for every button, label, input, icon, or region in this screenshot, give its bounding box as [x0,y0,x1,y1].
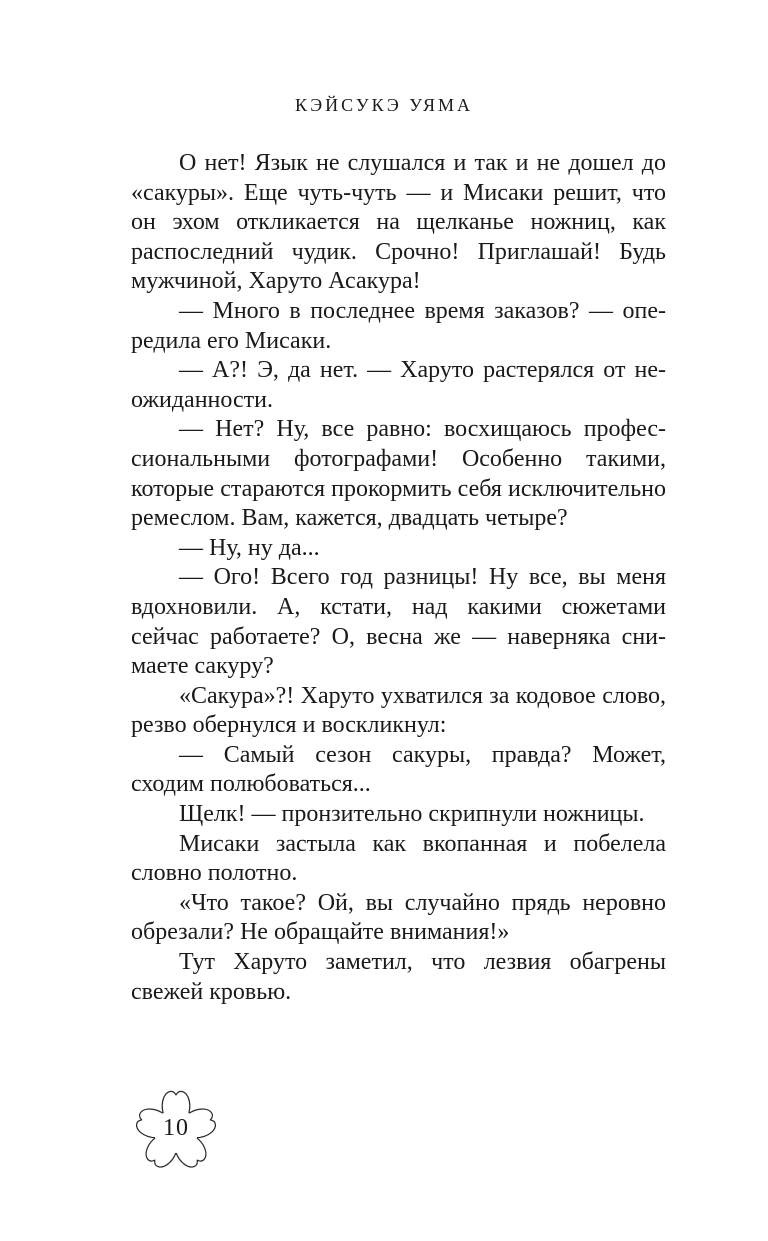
paragraph: — Ну, ну да... [179,534,320,561]
body-text [131,149,666,1007]
paragraph: Мисаки застыла как вкопанная и побелела словно полотно. [131,830,666,887]
paragraph: «Сакура»?! Харуто ухватился за кодовое слово, резво обернулся и воскликнул: [131,682,666,739]
paragraph: — Нет? Ну, все равно: восхищаюсь профессиональными фотографами! Особенно такими, которые стараются прокормить себя исключительно ремеслом. Вам, кажется, двадцать четыре? [131,416,666,532]
page-number: 10 [163,1115,189,1141]
running-title: КЭЙСУКЭ УЯМА [295,95,473,115]
page-number-badge [128,1083,224,1179]
paragraph: О нет! Язык не слушался и так и не дошел до «сакуры». Еще чуть-чуть — и Мисаки решит, что он эхом откликается на щелканье ножниц, как распоследний чудик. Срочно! Приглашай! Будь мужчиной, Харуто Асакура! [131,150,666,295]
paragraph: Щелк! — пронзительно скрипнули ножницы. [179,801,645,828]
paragraph: Тут Харуто заметил, что лезвия обагрены свежей кровью. [131,949,666,1005]
paragraph: — Ого! Всего год разницы! Ну все, вы меня вдохновили. А, кстати, над какими сюжетами сейчас работаете? О, весна же — наверняка снимаете сакуру? [131,564,666,680]
paragraph: «Что такое? Ой, вы случайно прядь неровно обрезали? Не обращайте внимания!» [131,889,666,946]
paragraph: — Много в последнее время заказов? — опередила его Мисаки. [131,297,666,354]
paragraph: — Самый сезон сакуры, правда? Может, сходим полюбоваться... [131,741,666,798]
paragraph: — А?! Э, да нет. — Харуто растерялся от неожиданности. [131,357,666,413]
